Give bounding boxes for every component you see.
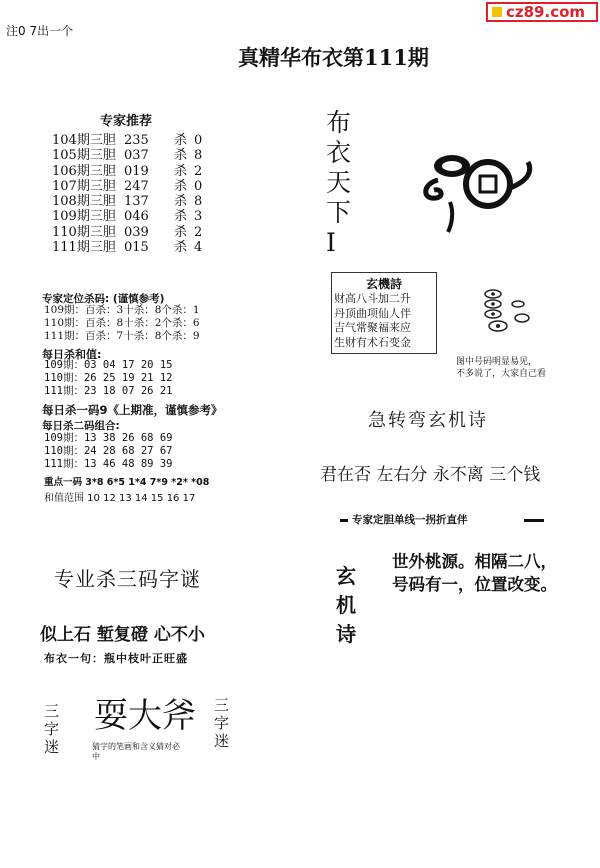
table-row: 109期三胆 046 杀 3 — [52, 209, 203, 225]
daily-two-heading: 每日杀二码组合: — [42, 420, 120, 432]
buyi-vertical: 布衣天下I — [326, 108, 352, 257]
watermark — [486, 2, 598, 22]
positioning-heading: 专家定位杀码: (谨慎参考) — [42, 293, 165, 305]
jizhuan-heading: 急转弯玄机诗 — [368, 410, 488, 431]
list-item: 生财有术石变金 — [334, 335, 411, 349]
list-item: 110期：24 28 68 27 67 — [44, 445, 173, 457]
coin-cluster-drawing-icon — [478, 284, 538, 344]
expert-heading: 专家推荐 — [100, 114, 153, 129]
list-item: 财高八斗加二升 — [334, 292, 411, 305]
key-one-code: 重点一码 3*8 6*5 1*4 7*9 *2* *08 — [44, 477, 210, 488]
list-item: 109期：03 04 17 20 15 — [44, 359, 173, 371]
table-row: 107期三胆 247 杀 0 — [52, 178, 203, 194]
watermark-square-icon — [492, 7, 502, 17]
kill-three-heading: 专业杀三码字谜 — [54, 567, 201, 591]
list-item: 110期：百杀：8十杀：2个杀：6 — [44, 317, 200, 329]
caption-line: 图中号码明显易见， — [456, 357, 538, 367]
list-item: 109期：百杀：3十杀：8个杀：1 — [44, 304, 200, 316]
expert-line-text: 专家定胆单线一拐折直伴 — [352, 514, 468, 526]
table-row: 108期三胆 137 杀 8 — [52, 194, 203, 210]
table-row: 106期三胆 019 杀 2 — [52, 163, 203, 179]
pic-caption — [456, 356, 546, 380]
sum-range: 和值范围 10 12 13 14 15 16 17 — [44, 493, 196, 504]
three-riddle-main: 耍大斧 — [94, 696, 196, 736]
three-riddle-note: 猜字的笔画和含义猜对必中 — [92, 742, 180, 761]
ink-figure-drawing-icon — [410, 140, 550, 240]
expert-table — [52, 133, 202, 255]
list-item: 吉气常聚福来应 — [334, 321, 411, 334]
poem-line: 世外桃源。相隔二八， — [392, 552, 557, 571]
table-row: 105期三胆 037 杀 8 — [52, 148, 203, 164]
table-row: 110期三胆 039 杀 2 — [52, 224, 203, 240]
list-item: 111期：百杀：7十杀：8个杀：9 — [44, 330, 200, 342]
daily-one-code: 每日杀一码9《上期准，谨慎参考》 — [42, 403, 223, 417]
caption-line: 不多说了，大家自己看 — [456, 369, 547, 379]
list-item: 109期：13 38 26 68 69 — [44, 432, 173, 444]
expert-line-left-bar — [340, 519, 348, 522]
xuanji-vertical: 玄机诗 — [336, 564, 356, 646]
xuanji-poem-box — [331, 272, 437, 354]
list-item: 丹顶曲项仙人伴 — [334, 306, 411, 320]
table-row: 111期三胆 015 杀 4 — [52, 240, 203, 256]
junzai-riddle: 君在否 左右分 永不离 三个钱 — [320, 465, 541, 485]
poem-line: 号码有一，位置改变。 — [392, 575, 557, 594]
table-row: 104期三胆 235 杀 0 — [52, 133, 203, 148]
list-item: 111期：23 18 07 26 21 — [44, 385, 173, 397]
list-item: 110期：26 25 19 21 12 — [44, 372, 173, 384]
xuanji-box-heading: 玄機詩 — [365, 277, 402, 291]
daily-sum-heading: 每日杀和值: — [42, 348, 102, 361]
list-item: 111期：13 46 48 89 39 — [44, 458, 173, 470]
daily-two-list — [44, 432, 172, 471]
buyi-sentence: 布衣一句：瓶中枝叶正旺盛 — [44, 652, 188, 665]
kill-three-riddle: 似上石 堑复磴 心不小 — [40, 625, 205, 645]
three-riddle-side-right: 三字迷 — [214, 696, 230, 750]
watermark-text: cz89.com — [506, 3, 586, 21]
three-riddle-side-left: 三字迷 — [44, 702, 60, 756]
corner-note: 注0 7出一个 — [6, 24, 74, 38]
page-title: 真精华布衣第111期 — [238, 45, 429, 70]
xuanji-box-lines — [332, 292, 436, 350]
poem-lines — [392, 550, 557, 596]
positioning-list — [44, 304, 200, 343]
daily-sum-list — [44, 359, 172, 398]
expert-line-right-bar — [524, 519, 544, 522]
